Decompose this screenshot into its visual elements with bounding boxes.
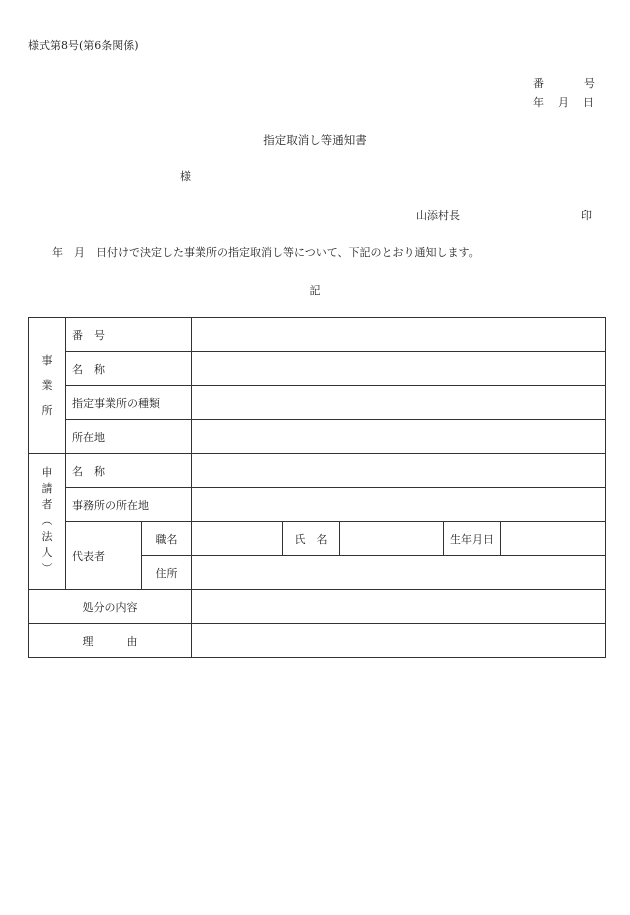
notification-table [28,317,606,658]
vertical-char: 業 [41,379,53,392]
vertical-char: 法 [41,529,53,543]
office-number-label: 番 号 [66,318,192,352]
office-name-label: 名 称 [66,352,192,386]
reason-field[interactable] [192,624,606,658]
disposal-content-field[interactable] [192,590,606,624]
vertical-char: 事 [41,354,53,367]
vertical-char: 請 [41,481,53,495]
date-month: 月 [558,96,569,109]
rep-address-label: 住所 [142,556,192,590]
office-type-label: 指定事業所の種類 [66,386,192,420]
office-type-field[interactable] [192,386,606,420]
date-day: 日 [583,96,594,109]
form-number-label: 様式第8号(第6条関係) [28,39,139,52]
name-field[interactable] [340,522,444,556]
addressee-suffix: 様 [180,170,191,183]
job-title-label: 職名 [142,522,192,556]
document-number-label [533,75,595,91]
birth-date-label: 生年月日 [444,522,501,556]
vertical-char: 者 [41,497,53,511]
job-title-field[interactable] [192,522,283,556]
document-title: 指定取消し等通知書 [263,133,367,147]
reason-label: 理 由 [29,624,192,658]
vertical-char: 所 [41,404,53,417]
office-address-label: 所在地 [66,420,192,454]
table-row [29,386,606,420]
table-row [29,420,606,454]
applicant-office-address-label: 事務所の所在地 [66,488,192,522]
sender-title: 山添村長 [416,209,460,222]
birth-date-field[interactable] [501,522,606,556]
number-label-char: 番 [533,77,544,90]
seal-mark: 印 [581,209,592,222]
applicant-name-field[interactable] [192,454,606,488]
table-row [29,488,606,522]
disposal-content-label: 処分の内容 [29,590,192,624]
office-group-label [29,318,66,454]
table-row [29,454,606,488]
applicant-name-label: 名 称 [66,454,192,488]
office-number-field[interactable] [192,318,606,352]
vertical-char: ︶ [41,561,53,575]
date-year: 年 [533,96,544,109]
rep-address-field[interactable] [192,556,606,590]
vertical-char: ︵ [41,513,53,527]
applicant-group-label [29,454,66,590]
vertical-char: 人 [41,545,53,559]
record-label: 記 [309,284,321,297]
document-date-label [533,94,594,110]
applicant-office-address-field[interactable] [192,488,606,522]
table-row [29,352,606,386]
office-address-field[interactable] [192,420,606,454]
vertical-char: 申 [41,465,53,479]
name-label: 氏 名 [283,522,340,556]
number-label-char: 号 [584,77,595,90]
table-row [29,522,606,556]
body-text: 年 月 日付けで決定した事業所の指定取消し等について、下記のとおり通知します。 [52,246,480,259]
table-row [29,318,606,352]
table-row [29,590,606,624]
table-row [29,624,606,658]
representative-label: 代表者 [66,522,142,590]
office-name-field[interactable] [192,352,606,386]
